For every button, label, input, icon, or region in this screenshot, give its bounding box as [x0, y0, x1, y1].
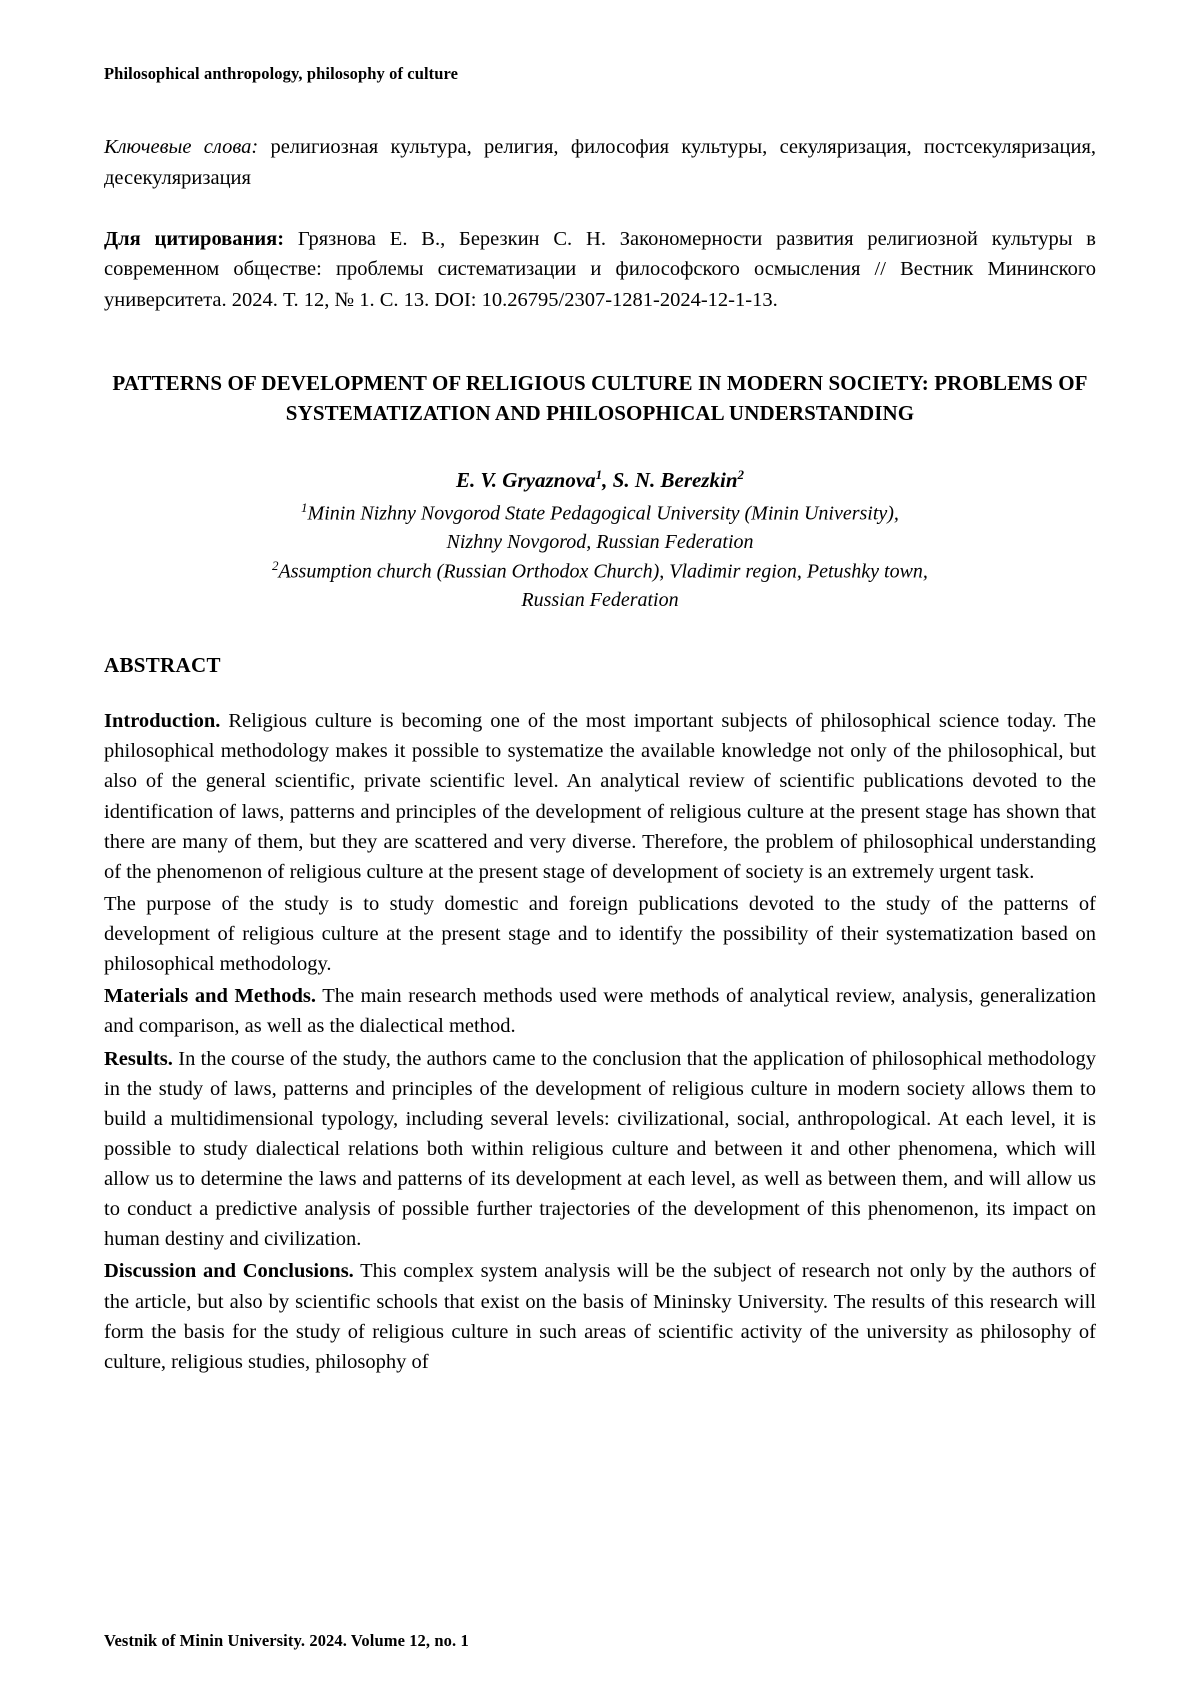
author-separator: , [602, 467, 613, 492]
affiliation-1-line-2: Nizhny Novgorod, Russian Federation [446, 531, 754, 554]
abstract-paragraph-text: This complex system analysis will be the subject of research not only by the authors of the article, but also by scientific schools that exist on the basis of Mininsky University. The results of this research will form the basis for the study of religious culture in such areas of scientific activity of the university as philosophy of culture, religious studies, philosophy of [104, 1260, 1096, 1373]
abstract-paragraph-text: The purpose of the study is to study domestic and foreign publications devoted to the study of the patterns of development of religious culture at the present stage and to identify the possibility of their systematization based on philosophical methodology. [104, 892, 1096, 976]
abstract-paragraph-lead: Discussion and Conclusions. [104, 1260, 354, 1283]
author-1-name: E. V. Gryaznova [456, 467, 596, 492]
abstract-paragraph [104, 1256, 1096, 1377]
affiliation-2 [104, 557, 1096, 615]
citation-text: Грязнова Е. В., Березкин С. Н. Закономерности развития религиозной культуры в современном обществе: проблемы систематизации и философского осмысления // Вестник Мининского университета. 2024. Т. 12, № 1. С. 13. DOI: 10.26795/2307-1281-2024-12-1-13. [104, 227, 1096, 311]
affiliation-2-marker: 2 [272, 557, 279, 573]
affiliation-2-text: Assumption church (Russian Orthodox Church), Vladimir region, Petushky town, [278, 560, 928, 583]
abstract-paragraph-lead: Results. [104, 1047, 173, 1070]
abstract-paragraph-lead: Materials and Methods. [104, 985, 316, 1008]
affiliation-1-text: Minin Nizhny Novgorod State Pedagogical University (Minin University), [307, 502, 899, 525]
abstract-paragraph [104, 1044, 1096, 1255]
abstract-heading: ABSTRACT [104, 653, 221, 678]
abstract-paragraph-text: In the course of the study, the authors came to the conclusion that the application of philosophical methodology in the study of laws, patterns and principles of the development of religious culture in modern society allows them to build a multidimensional typology, including several levels: civilizational, social, anthropological. At each level, it is possible to study dialectical relations both within religious culture and between it and other phenomena, which will allow us to determine the laws and patterns of its development at each level, as well as between them, and will allow us to conduct a predictive analysis of possible further trajectories of the development of this phenomenon, its impact on human destiny and civilization. [104, 1047, 1096, 1251]
abstract-paragraph [104, 706, 1096, 887]
author-1-affiliation-marker: 1 [595, 466, 603, 482]
citation-block [104, 224, 1096, 316]
keywords-block [104, 132, 1096, 194]
citation-label: Для цитирования: [104, 227, 285, 250]
keywords-text: религиозная культура, религия, философия культуры, секуляризация, постсекуляризация, десекуляризация [104, 136, 1096, 189]
affiliation-1-line-1 [104, 499, 1096, 528]
affiliation-2-line-1 [104, 557, 1096, 586]
author-2-affiliation-marker: 2 [737, 466, 744, 482]
keywords-label: Ключевые слова: [104, 136, 259, 158]
page-spacer [104, 1377, 1096, 1657]
author-list [104, 467, 1096, 493]
abstract-paragraph-text: Religious culture is becoming one of the most important subjects of philosophical science today. The philosophical methodology makes it possible to systematize the available knowledge not only of the philosophical, but also of the general scientific, private scientific level. An analytical review of scientific publications devoted to the identification of laws, patterns and principles of the development of religious culture at the present stage has shown that there are many of them, but they are scattered and very diverse. Therefore, the problem of philosophical understanding of the phenomenon of religious culture at the present stage of development of society is an extremely urgent task. [104, 710, 1096, 883]
author-2-name: S. N. Berezkin [612, 467, 738, 492]
affiliation-1 [104, 499, 1096, 557]
abstract-paragraph-lead: Introduction. [104, 710, 221, 733]
paper-title: PATTERNS OF DEVELOPMENT OF RELIGIOUS CULTURE IN MODERN SOCIETY: PROBLEMS OF SYSTEMATIZATION AND PHILOSOPHICAL UNDERSTANDING [112, 370, 1088, 426]
affiliation-2-line-2: Russian Federation [521, 589, 679, 612]
running-head: Philosophical anthropology, philosophy of culture [104, 64, 459, 83]
abstract-paragraph-text: The main research methods used were methods of analytical review, analysis, generalization and comparison, as well as the dialectical method. [104, 985, 1096, 1038]
affiliation-1-marker: 1 [301, 499, 308, 515]
page-footer: Vestnik of Minin University. 2024. Volume 12, no. 1 [104, 1631, 469, 1650]
abstract-paragraph [104, 981, 1096, 1041]
abstract-paragraph [104, 889, 1096, 979]
